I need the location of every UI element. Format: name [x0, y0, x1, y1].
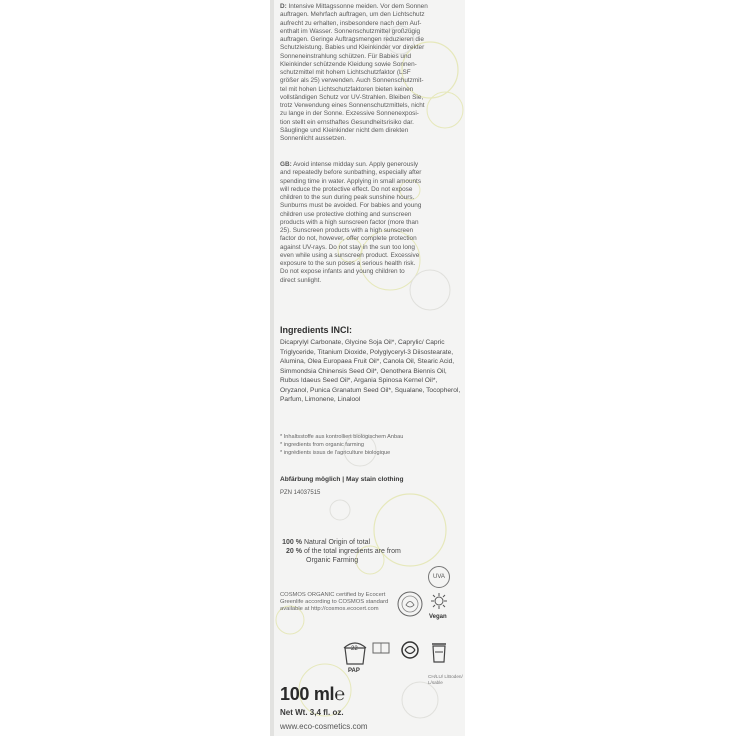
website-url: www.eco-cosmetics.com — [280, 722, 368, 731]
volume: 100 ml℮ — [280, 684, 345, 704]
pap-jar-icon — [342, 640, 368, 666]
footnote-en: * ingredients from organic farming — [280, 441, 364, 448]
vegan-sunflower-icon — [427, 590, 451, 614]
origin-block — [280, 538, 401, 565]
organic-pct: 20 % — [286, 548, 302, 555]
footnote-de: * Inhaltsstoffe aus kontrolliert biologischem Anbau — [280, 434, 404, 440]
natural-origin-pct: 100 % — [282, 539, 302, 546]
product-label-panel — [270, 0, 465, 736]
waste-bin-icon — [428, 640, 450, 672]
net-weight: Net Wt. 3,4 fl. oz. — [280, 708, 344, 717]
warning-text-de — [280, 3, 460, 143]
stain-warning: Abfärbung möglich | May stain clothing — [280, 476, 404, 483]
footnote-fr: * ingrédients issus de l'agriculture biologique — [280, 449, 391, 456]
warning-body-de: Intensive Mittagssonne meiden. Vor dem Sonnen auftragen. Mehrfach auftragen, um den Lichtschutz aufrecht zu erhalten, insbesondere nach dem Auf- enthalt im Wasser. Sonnenschutzmittel großzügig auftragen. Geringe Auftragsmengen reduzieren die Schutzleistung. Babies und Kleinkinder vor direkter Sonneneinstrahlung schützen. Für Babies und Kleinkinder schützende Kleidung sowie Sonnen- schutzmittel mit hohem Lichtschutzfaktor (LSF größer als 25) verwenden. Auch Sonnenschutzmit- tel mit hohen Lichtschutzfaktoren bieten keinen vollständigen Schutz vor UV-Strahlen. Bleiben Sie, trotz Verwendung eines Sonnenschutzmittels, nicht zu lange in der Sonne. Exzessive Sonnenexposi- tion stellt ein ernsthaftes Gesundheitsrisiko dar. Säuglinge und Kleinkinder nicht dem direkten Sonnenlicht aussetzen. — [280, 3, 428, 142]
green-dot-icon — [400, 640, 420, 660]
disposal-text: CH/LU/ L/Boden/ L/sable — [428, 674, 463, 685]
natural-origin-label: Natural Origin of total — [303, 539, 371, 546]
organic-label-2: Organic Farming — [306, 557, 359, 564]
ecocert-cosmos-organic-icon — [396, 590, 424, 618]
warning-body-gb: Avoid intense midday sun. Apply generously and repeatedly before sunbathing, especially after spending time in water. Applying in small amounts will reduce the protective effect. Do not expose children to the sun during peak sunshine hours. Sunburns must be avoided. For babies and young children use protective clothing and sunscreen products with a high sunscreen factor (more than 25). Sunscreen products with a high sunscreen factor do not, however, offer complete protection against UV-rays. Do not stay in the sun too long even while using a sunscreen product. Excessive exposure to the sun poses a serious health risk. Do not expose infants and young children to direct sunlight. — [280, 161, 422, 284]
ingredients-list: Dicaprylyl Carbonate, Glycine Soja Oil*, Caprylic/ Capric Triglyceride, Titanium Dioxide, Polyglyceryl-3 Diisostearate, Alumina, Olea Europaea Fruit Oil*, Canola Oil, Stearic Acid, Simmondsia Chinensis Seed Oil*, Oenothera Biennis Oil, Rubus Idaeus Seed Oil*, Argania Spinosa Kernel Oil*, Oryzanol, Punica Granatum Seed Oil*, Squalane, Tocopherol, Parfum, Limonene, Linalool — [280, 339, 461, 403]
book-info-icon — [372, 640, 390, 656]
pzn-number: PZN 14037515 — [280, 490, 321, 496]
organic-label: of the total ingredients are from — [303, 548, 401, 555]
vegan-label: Vegan — [429, 614, 447, 620]
cosmos-certification-text: COSMOS ORGANIC certified by Ecocert Greenlife according to COSMOS standard available at http://cosmos.ecocert.com — [280, 592, 389, 613]
pap-label: PAP — [348, 668, 360, 674]
pap-months: 22 — [351, 646, 358, 652]
lang-label-gb: GB: — [280, 161, 292, 168]
lang-label-de: D: — [280, 3, 287, 10]
footnotes — [280, 434, 403, 457]
warning-text-gb — [280, 161, 460, 285]
ingredients-heading: Ingredients INCI: — [280, 325, 353, 335]
uva-badge: UVA — [428, 566, 450, 588]
